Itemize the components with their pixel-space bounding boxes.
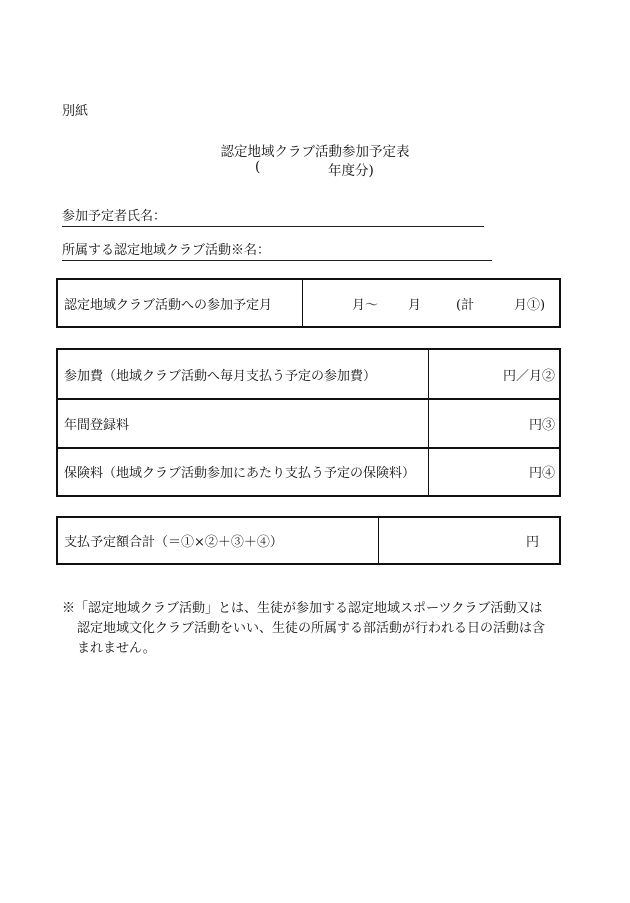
period-total-months[interactable]: 月①) (514, 297, 546, 313)
participant-name-label: 参加予定者氏名： (62, 209, 167, 224)
footnote-line: まれません。 (77, 641, 156, 656)
participation-period-table (56, 278, 561, 328)
table-divider (302, 280, 303, 326)
fee-row-label: 年間登録料 (64, 417, 130, 433)
payment-total-value[interactable]: 円 (525, 535, 539, 550)
attachment-label: 別紙 (62, 104, 89, 119)
fee-row-label: 参加費（地域クラブ活動へ毎月支払う予定の参加費） (64, 368, 377, 384)
document-title: 認定地域クラブ活動参加予定表 (220, 144, 410, 160)
footnote (62, 599, 572, 659)
fee-row-label: 保険料（地域クラブ活動参加にあたり支払う予定の保険料） (64, 466, 416, 481)
payment-total-table (56, 516, 561, 565)
fee-row-value[interactable]: 円③ (528, 417, 555, 433)
participant-name-field[interactable] (62, 209, 484, 227)
period-to-month[interactable]: 月 (408, 297, 422, 313)
table-divider (378, 518, 379, 563)
fee-row-value[interactable]: 円／月② (502, 368, 555, 384)
period-total-open: (計 (456, 297, 475, 313)
fiscal-year-open-paren: ( (255, 159, 261, 175)
participation-period-label: 認定地域クラブ活動への参加予定月 (64, 297, 273, 313)
footnote-line: 認定地域文化クラブ活動をいい、生徒の所属する部活動が行われる日の活動は含 (77, 621, 546, 636)
fee-table (56, 348, 561, 497)
payment-total-label: 支払予定額合計（＝①×②＋③＋④） (64, 535, 283, 550)
fee-row-value[interactable]: 円④ (528, 466, 555, 481)
club-name-label: 所属する認定地域クラブ活動※名： (62, 243, 271, 258)
club-name-field[interactable] (62, 243, 492, 261)
footnote-line: ※「認定地域クラブ活動」とは、生徒が参加する認定地域スポーツクラブ活動又は (62, 601, 543, 616)
period-from-month[interactable]: 月～ (352, 297, 379, 313)
fiscal-year-label: 年度分) (328, 163, 374, 179)
table-divider (428, 350, 429, 495)
